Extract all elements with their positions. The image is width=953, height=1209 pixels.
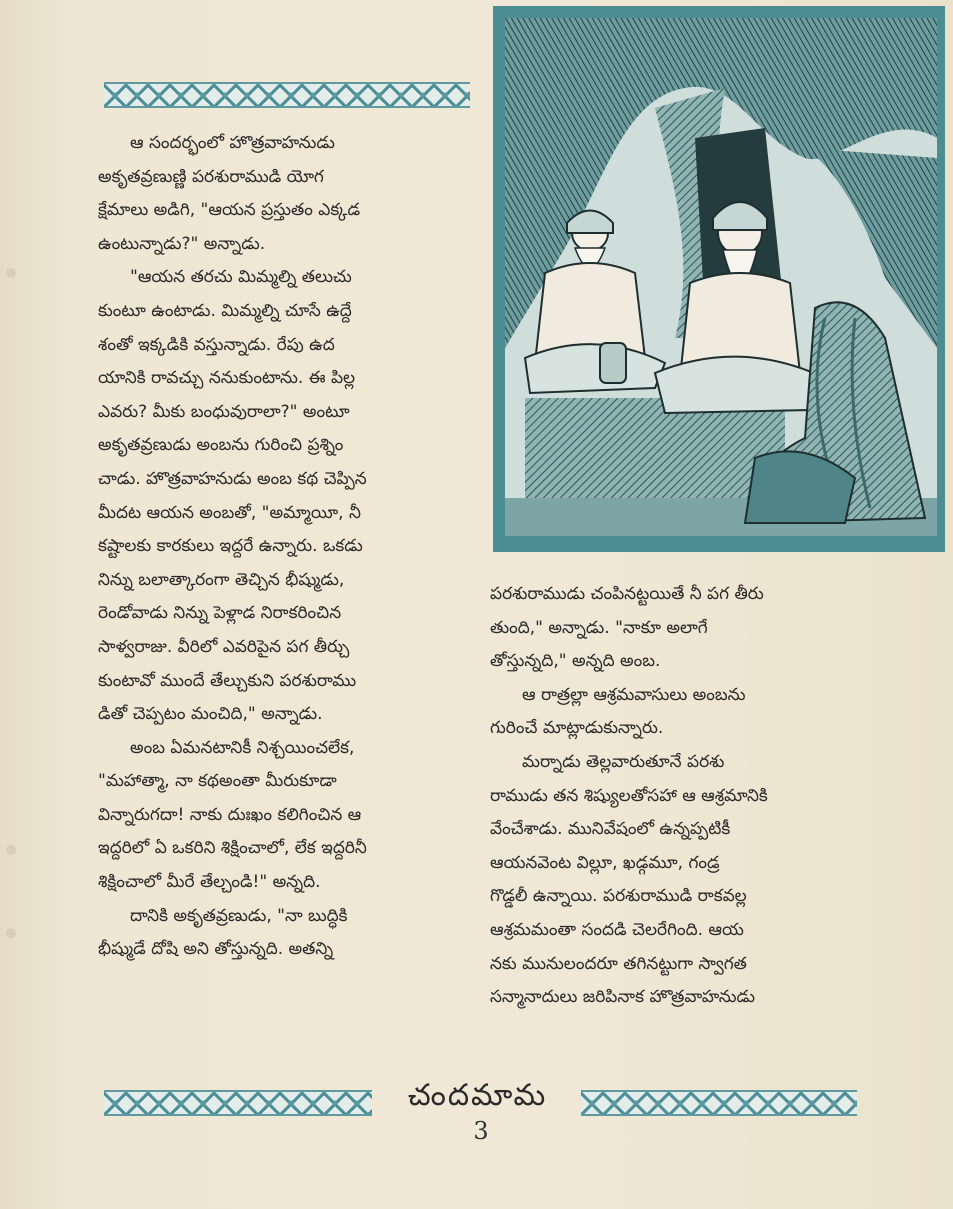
text-line: "ఆయన తరచు మిమ్మల్ని తలుచు [130, 267, 352, 288]
text-line: రాముడు తన శిష్యులతోసహా ఆ ఆశ్రమానికి [490, 785, 768, 806]
text-line: ఎవరు? మీకు బంధువురాలా?" అంటూ [98, 401, 350, 422]
text-line: యానికి రావచ్చు ననుకుంటాను. ఈ పిల్ల [98, 368, 356, 389]
right-text-column [490, 578, 862, 1015]
text-line: సాళ్వరాజు. వీరిలో ఎవరిపైన పగ తీర్చు [98, 636, 350, 657]
paragraph [490, 578, 862, 679]
text-line: భీష్ముడే దోషి అని తోస్తున్నది. అతన్ని [98, 939, 334, 960]
text-line: శంతో ఇక్కడికి వస్తున్నాడు. రేపు ఉద [98, 334, 335, 355]
text-line: ఆశ్రమమంతా సందడి చెలరేగింది. ఆయ [490, 919, 744, 940]
text-line: నిన్ను బలాత్కారంగా తెచ్చిన భీష్ముడు, [98, 569, 345, 590]
text-line: వేంచేశాడు. మునివేషంలో ఉన్నప్పటికీ [490, 819, 731, 840]
text-line: కుంటావో ముందే తేల్చుకుని పరశురాము [98, 670, 357, 691]
text-line: అకృతవ్రణుణ్ణి పరశురాముడి యోగ [98, 166, 324, 187]
sages-in-cave-illustration-icon [505, 18, 937, 536]
text-line: గురించే మాట్లాడుకున్నారు. [490, 718, 664, 739]
paragraph [98, 900, 476, 967]
punch-hole-mark [6, 928, 16, 938]
left-text-column [98, 127, 476, 967]
story-illustration [493, 6, 945, 552]
decorative-footer-border-right [581, 1090, 857, 1116]
text-line: క్షేమాలు అడిగి, "ఆయన ప్రస్తుతం ఎక్కడ [98, 200, 361, 221]
text-line: గొడ్డలీ ఉన్నాయి. పరశురాముడి రాకవల్ల [490, 886, 747, 907]
text-line: దానికి అకృతవ్రణుడు, "నా బుద్ధికి [130, 905, 348, 926]
decorative-top-border [104, 82, 470, 108]
paragraph [490, 746, 862, 1015]
text-line: రెండోవాడు నిన్ను పెళ్లాడ నిరాకరించిన [98, 603, 342, 624]
punch-hole-mark [6, 845, 16, 855]
text-line: నకు మునులందరూ తగినట్టుగా స్వాగత [490, 953, 747, 974]
text-line: కుంటూ ఉంటాడు. మిమ్మల్ని చూసే ఉద్దే [98, 300, 352, 321]
punch-hole-mark [6, 268, 16, 278]
text-line: అకృతవ్రణుడు అంబను గురించి ప్రశ్నిం [98, 435, 344, 456]
paragraph [98, 261, 476, 731]
text-line: చాడు. హొత్రవాహనుడు అంబ కథ చెప్పిన [98, 468, 367, 489]
text-line: అంబ ఏమనటానికీ నిశ్చయించలేక, [130, 737, 355, 758]
text-line: ఉంటున్నాడు?" అన్నాడు. [98, 233, 266, 254]
text-line: విన్నారుగదా! నాకు దుఃఖం కలిగించిన ఆ [98, 804, 362, 825]
text-line: పరశురాముడు చంపినట్టయితే నీ పగ తీరు [490, 584, 764, 604]
text-line: ఆ సందర్భంలో హొత్రవాహనుడు [130, 133, 335, 153]
text-line: తుంది," అన్నాడు. "నాకూ అలాగే [490, 617, 708, 638]
text-line: కష్టాలకు కారకులు ఇద్దరే ఉన్నారు. ఒకడు [98, 536, 363, 557]
text-line: మర్నాడు తెల్లవారుతూనే పరశు [522, 751, 725, 772]
text-line: డితో చెప్పటం మంచిది," అన్నాడు. [98, 704, 323, 725]
paragraph [98, 732, 476, 900]
page-number: 3 [473, 1117, 489, 1145]
magazine-title: చందమామ [407, 1078, 548, 1113]
text-line: ఆయనవెంట విల్లూ, ఖడ్గమూ, గండ్ర [490, 852, 720, 873]
paragraph [490, 679, 862, 746]
text-line: తోస్తున్నది," అన్నది అంబ. [490, 651, 661, 672]
text-line: ఇద్దరిలో ఏ ఒకరిని శిక్షించాలో, లేక ఇద్దరినీ [98, 838, 367, 859]
decorative-footer-border-left [104, 1090, 372, 1116]
text-line: మీదట ఆయన అంబతో, "అమ్మాయీ, నీ [98, 502, 361, 523]
text-line: శిక్షించాలో మీరే తేల్చండి!" అన్నది. [98, 872, 321, 893]
paragraph [98, 127, 476, 261]
text-line: ఆ రాత్రల్లా ఆశ్రమవాసులు అంబను [522, 684, 746, 705]
text-line: "మహాత్మా, నా కథఅంతా మీరుకూడా [98, 771, 337, 792]
text-line: సన్మానాదులు జరిపినాక హొత్రవాహనుడు [490, 987, 756, 1008]
